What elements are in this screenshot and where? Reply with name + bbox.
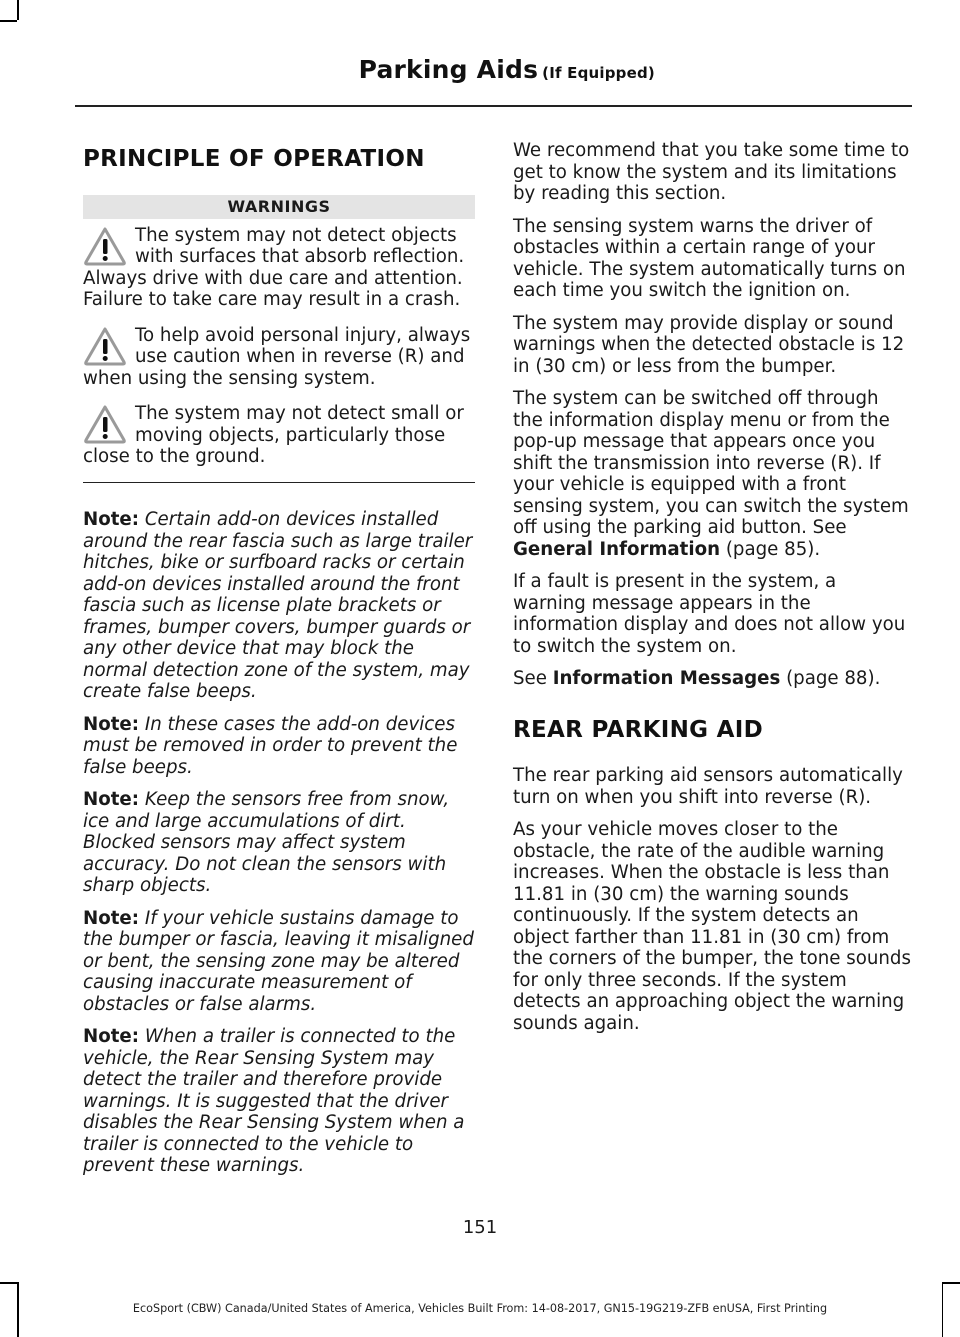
note-text: When a trailer is connected to the vehicle, the Rear Sensing System may detect the trailer and therefore provide warnings. It is suggested that the driver disables the Rear Sensing System when a trailer is connected to the vehicle to prevent these warnings. (83, 1026, 465, 1176)
note (83, 789, 475, 897)
warning-triangle-icon (83, 226, 127, 266)
note-text: In these cases the add-on devices must be removed in order to prevent the false beeps. (83, 713, 458, 778)
warning-text: The system may not detect objects with surfaces that absorb reflection. Always drive with due care and attention. Failure to take care may result in a crash. (83, 224, 465, 310)
note-label: Note: (83, 789, 140, 810)
crop-mark (0, 20, 17, 22)
page-number: 151 (462, 1217, 498, 1238)
paragraph-text: See (513, 668, 553, 689)
paragraph: As your vehicle moves closer to the obstacle, the rate of the audible warning increases. When the obstacle is less than 11.81 in (30 cm) the warning sounds continuously. If the system detects an object farther than 11.81 in (30 cm) from the corners of the bumper, the tone sounds for only three seconds. If the system detects an approaching object the warning sounds again. (513, 819, 911, 1034)
cross-reference-link[interactable]: Information Messages (552, 668, 781, 689)
crop-mark (0, 1282, 17, 1284)
paragraph: We recommend that you take some time to get to know the system and its limitations by reading this section. (513, 140, 910, 204)
crop-mark (943, 1282, 960, 1284)
warning-item (83, 325, 475, 390)
warnings-end-rule (83, 482, 475, 484)
section-heading: REAR PARKING AID (513, 716, 763, 743)
warning-triangle-icon (83, 326, 127, 366)
footer-text: EcoSport (CBW) Canada/United States of America, Vehicles Built From: 14-08-2017, GN15-19G219-ZFB enUSA, First Printing (132, 1302, 828, 1315)
warning-item (83, 225, 475, 311)
right-column (513, 140, 911, 1045)
warning-text: The system may not detect small or moving objects, particularly those close to the ground. (83, 403, 464, 467)
note-label: Note: (83, 1026, 140, 1047)
paragraph: The rear parking aid sensors automatically turn on when you shift into reverse (R). (513, 765, 903, 808)
note-text: If your vehicle sustains damage to the bumper or fascia, leaving it misaligned or bent, the sensing zone may be altered causing inaccurate measurement of obstacles or false alarms. (83, 907, 474, 1015)
left-column (83, 140, 475, 1188)
header-rule (75, 105, 912, 107)
warnings-header: WARNINGS (83, 195, 475, 219)
note-label: Note: (83, 509, 140, 530)
paragraph: The sensing system warns the driver of obstacles within a certain range of your vehicle. The system automatically turns on each time you switch the ignition on. (513, 215, 906, 301)
note-label: Note: (83, 713, 140, 735)
paragraph: If a fault is present in the system, a warning message appears in the information display and does not allow you to switch the system on. (513, 571, 906, 657)
warning-text: To help avoid personal injury, always use caution when in reverse (R) and when using the sensing system. (83, 324, 471, 389)
cross-reference-link[interactable]: General Information (513, 538, 721, 560)
note-text: Keep the sensors free from snow, ice and large accumulations of dirt. Blocked sensors may affect system accuracy. Do not clean the sensors with sharp objects. (83, 789, 450, 896)
page-title-main: Parking Aids (358, 55, 539, 84)
paragraph-text: The system can be switched off through the information display menu or from the pop-up message that appears once you shift the transmission into reverse (R). If your vehicle is equipped with a front sensing system, you can switch the system off using the parking aid button. See (513, 388, 909, 538)
crop-mark (17, 0, 19, 20)
paragraph: The system may provide display or sound warnings when the detected obstacle is 12 in (30 cm) or less from the bumper. (513, 312, 905, 377)
page-title-sub: (If Equipped) (542, 64, 655, 82)
page-reference: (page 85). (720, 538, 821, 560)
note-label: Note: (83, 907, 140, 929)
note (83, 1026, 475, 1177)
note (83, 908, 475, 1016)
page-title (359, 55, 655, 84)
paragraph (513, 668, 911, 690)
note (83, 714, 475, 779)
section-heading: PRINCIPLE OF OPERATION (83, 146, 425, 172)
note (83, 509, 475, 703)
paragraph (513, 388, 911, 560)
warning-item (83, 403, 475, 468)
note-text: Certain add-on devices installed around the rear fascia such as large trailer hitches, bike or surfboard racks or certain add-on devices installed around the front fascia such as license plate brackets or frames, bumper covers, bumper guards or any other device that may block the normal detection zone of the system, may create false beeps. (83, 509, 473, 702)
page-reference: (page 88). (780, 668, 881, 689)
warning-triangle-icon (83, 404, 127, 444)
